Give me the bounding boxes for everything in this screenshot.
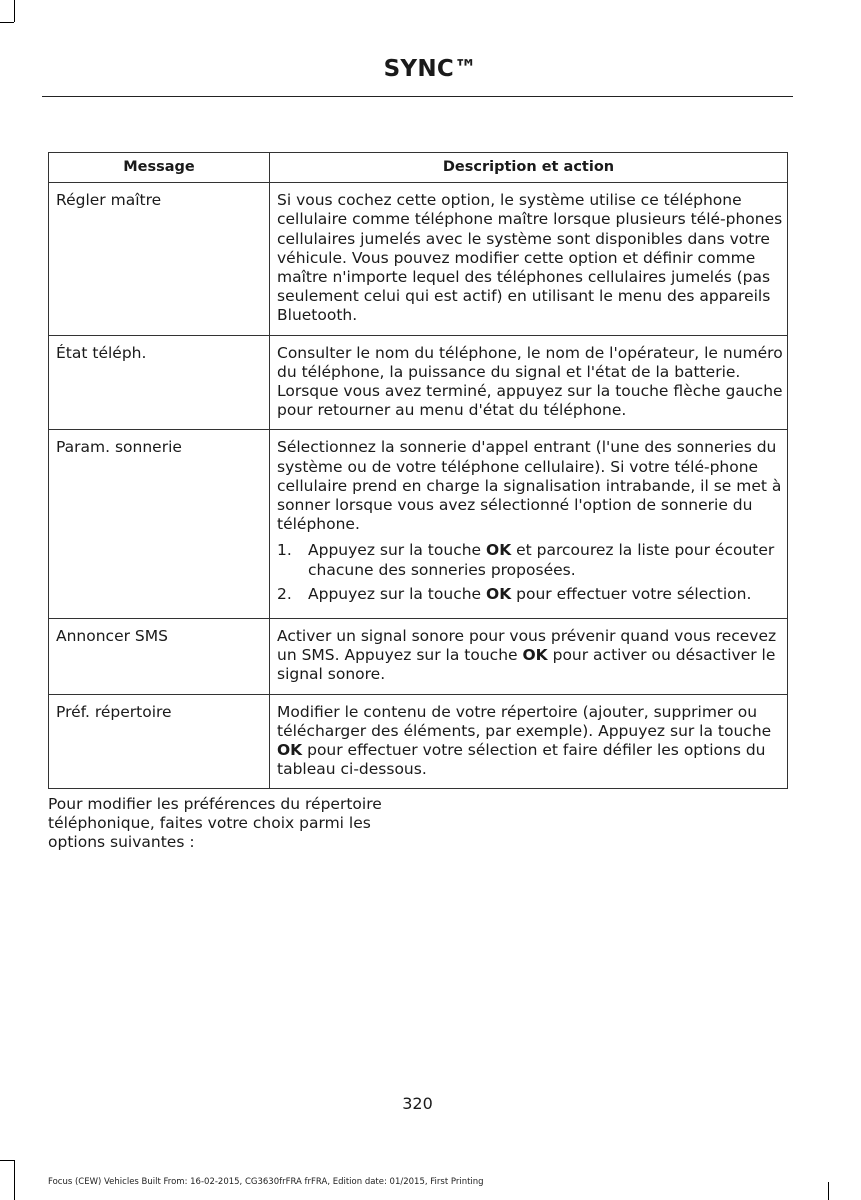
body-paragraph: Pour modifier les préférences du répertoire téléphonique, faites votre choix parmi les options suivantes :	[48, 795, 382, 852]
table-row	[49, 183, 788, 335]
message-cell: Annoncer SMS	[49, 619, 270, 695]
footer-text: Focus (CEW) Vehicles Built From: 16-02-2015, CG3630frFRA frFRA, Edition date: 01/2015, First Printing	[48, 1177, 484, 1187]
crop-mark-bottom-right	[828, 1182, 829, 1200]
ok-key-label: OK	[486, 584, 512, 603]
ok-key-label: OK	[522, 646, 548, 665]
description-text: Sélectionnez la sonnerie d'appel entrant (l'une des sonneries du système ou de votre téléphone cellulaire). Si votre télé-phone cellulaire prend en charge la signalisation intrabande, il se met à sonner lorsque vous avez sélectionné l'option de sonnerie du téléphone.	[277, 438, 782, 534]
table-row	[49, 430, 788, 619]
description-cell	[270, 694, 788, 789]
crop-mark-bottom-left	[14, 1160, 15, 1200]
description-text-after: pour activer ou désactiver le signal sonore.	[277, 646, 776, 684]
ok-key-label: OK	[486, 541, 512, 560]
description-cell: Consulter le nom du téléphone, le nom de l'opérateur, le numéro du téléphone, la puissance du signal et l'état de la batterie. Lorsque vous avez terminé, appuyez sur la touche flèche gauche pour retourner au menu d'état du téléphone.	[270, 335, 788, 430]
table-row	[49, 335, 788, 430]
step-text-before: Appuyez sur la touche	[308, 541, 487, 560]
table-row	[49, 619, 788, 695]
column-header-message: Message	[49, 153, 270, 183]
crop-mark-top-left	[14, 0, 15, 22]
description-cell	[270, 430, 788, 619]
message-cell: État téléph.	[49, 335, 270, 430]
page-title: SYNC™	[383, 56, 478, 82]
description-cell	[270, 619, 788, 695]
list-item	[277, 585, 783, 604]
step-number: 1.	[277, 541, 292, 560]
step-text-after: et parcourez la liste pour écouter chacune des sonneries proposées.	[308, 541, 775, 579]
ok-key-label: OK	[277, 741, 303, 760]
message-cell: Régler maître	[49, 183, 270, 335]
message-cell: Préf. répertoire	[49, 694, 270, 789]
step-number: 2.	[277, 584, 292, 603]
column-header-description: Description et action	[270, 153, 788, 183]
header-divider	[42, 96, 793, 97]
crop-mark-top-left-h	[0, 22, 14, 23]
crop-mark-bottom-left-h	[0, 1160, 14, 1161]
page-number: 320	[402, 1094, 433, 1113]
message-cell: Param. sonnerie	[49, 430, 270, 619]
table-header-row	[49, 153, 788, 183]
description-text-before: Activer un signal sonore pour vous prévenir quand vous recevez un SMS. Appuyez sur la touche	[277, 627, 777, 665]
description-text-after: pour effectuer votre sélection et faire défiler les options du tableau ci-dessous.	[277, 741, 766, 779]
step-text-before: Appuyez sur la touche	[308, 584, 487, 603]
message-table	[48, 152, 788, 789]
list-item	[277, 541, 783, 579]
table-row	[49, 694, 788, 789]
steps-list	[277, 541, 783, 604]
description-cell: Si vous cochez cette option, le système utilise ce téléphone cellulaire comme téléphone maître lorsque plusieurs télé-phones cellulaires jumelés avec le système sont disponibles dans votre véhicule. Vous pouvez modifier cette option et définir comme maître n'importe lequel des téléphones cellulaires jumelés (pas seulement celui qui est actif) en utilisant le menu des appareils Bluetooth.	[270, 183, 788, 335]
step-text-after: pour effectuer votre sélection.	[511, 584, 752, 603]
description-text-before: Modifier le contenu de votre répertoire (ajouter, supprimer ou télécharger des éléments, par exemple). Appuyez sur la touche	[277, 702, 772, 740]
